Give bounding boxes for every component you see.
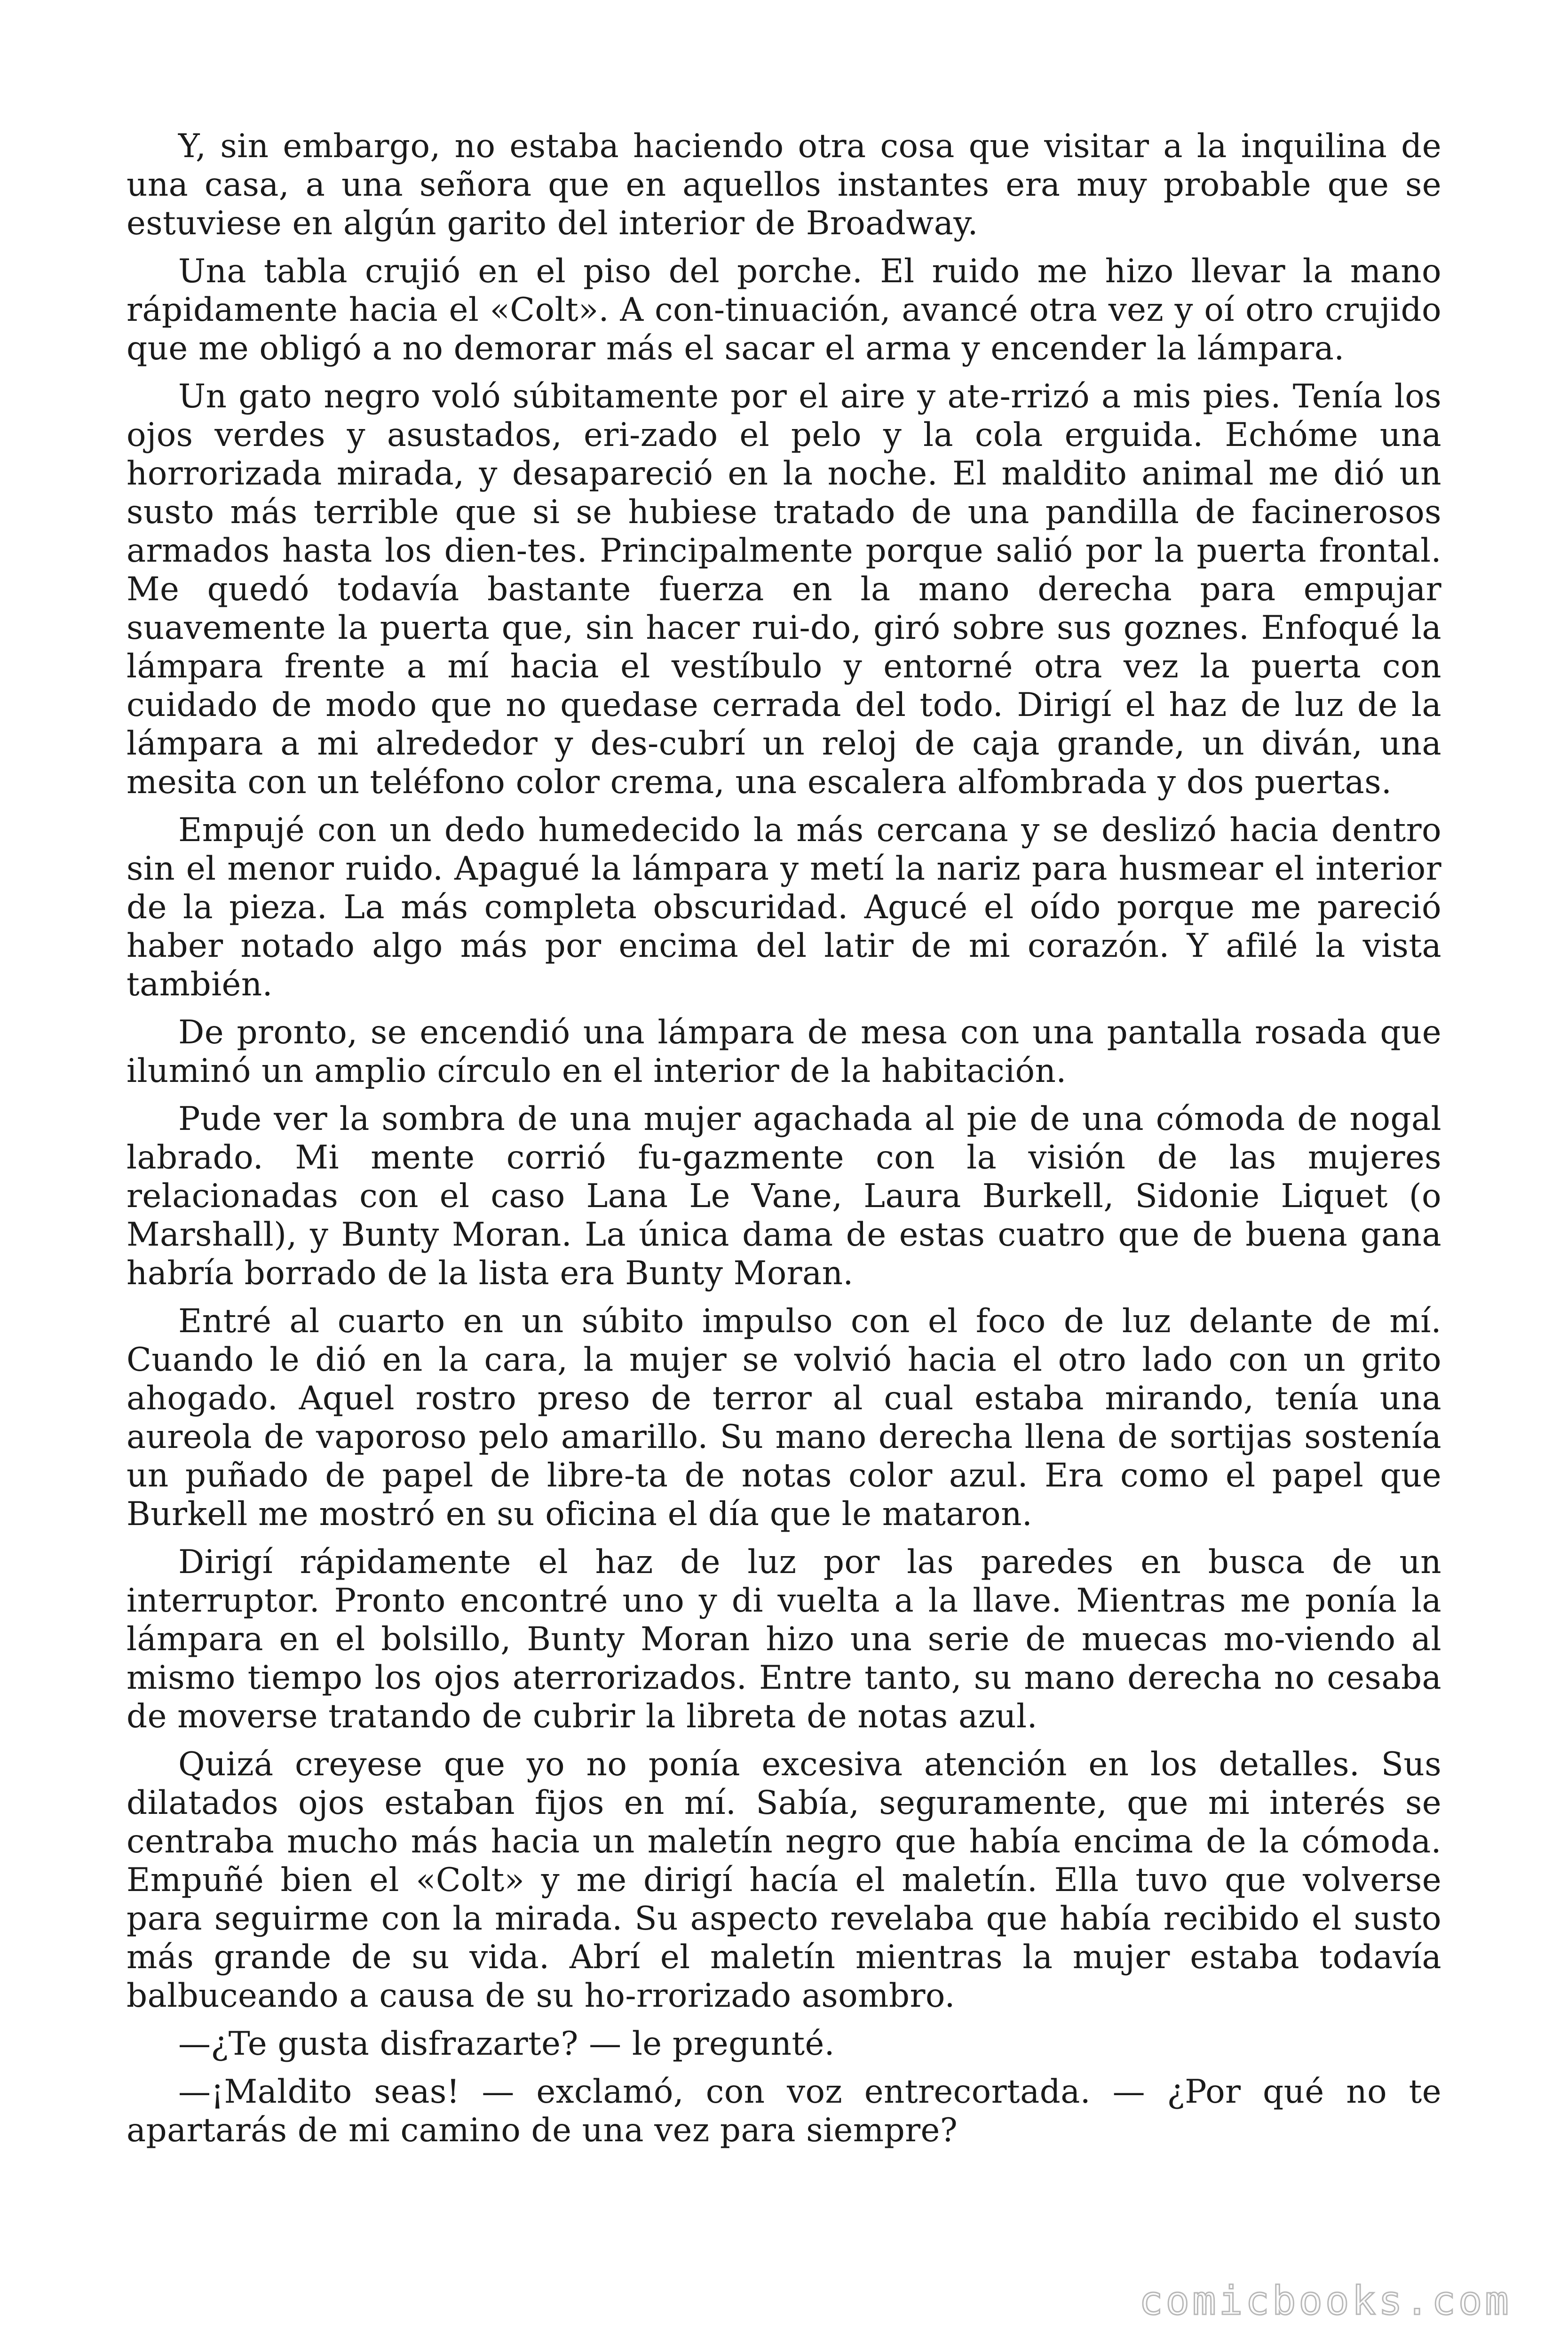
site-watermark: comicbooks.com: [1139, 2278, 1512, 2324]
paragraph: Empujé con un dedo humedecido la más cercana y se deslizó hacia dentro sin el menor ruido. Apagué la lámpara y metí la nariz para husmear el interior de la pieza. La más completa obscuridad. Agucé el oído porque me pareció haber notado algo más por encima del latir de mi corazón. Y afilé la vista también.: [127, 811, 1441, 1003]
paragraph: Una tabla crujió en el piso del porche. El ruido me hizo llevar la mano rápidamente hacia el «Colt». A con-tinuación, avancé otra vez y oí otro crujido que me obligó a no demorar más el sacar el arma y encender la lámpara.: [127, 253, 1441, 367]
paragraph: Y, sin embargo, no estaba haciendo otra cosa que visitar a la inquilina de una casa, a una señora que en aquellos instantes era muy probable que se estuviese en algún garito del interior de Broadway.: [127, 127, 1441, 242]
paragraph: Pude ver la sombra de una mujer agachada al pie de una cómoda de nogal labrado. Mi mente corrió fu-gazmente con la visión de las mujeres relacionadas con el caso Lana Le Vane, Laura Burkell, Sidonie Liquet (o Marshall), y Bunty Moran. La única dama de estas cuatro que de buena gana habría borrado de la lista era Bunty Moran.: [127, 1100, 1441, 1292]
dialogue-line: —¿Te gusta disfrazarte? — le pregunté.: [178, 2025, 835, 2063]
paragraph: Dirigí rápidamente el haz de luz por las paredes en busca de un interruptor. Pronto encontré uno y di vuelta a la llave. Mientras me ponía la lámpara en el bolsillo, Bunty Moran hizo una serie de muecas mo-viendo al mismo tiempo los ojos aterrorizados. Entre tanto, su mano derecha no cesaba de moverse tratando de cubrir la libreta de notas azul.: [127, 1543, 1441, 1735]
paragraph: Un gato negro voló súbitamente por el aire y ate-rrizó a mis pies. Tenía los ojos verdes y asustados, eri-zado el pelo y la cola erguida. Echóme una horrorizada mirada, y desapareció en la noche. El maldito animal me dió un susto más terrible que si se hubiese tratado de una pandilla de facinerosos armados hasta los dien-tes. Principalmente porque salió por la puerta frontal. Me quedó todavía bastante fuerza en la mano derecha para empujar suavemente la puerta que, sin hacer rui-do, giró sobre sus goznes. Enfoqué la lámpara frente a mí hacia el vestíbulo y entorné otra vez la puerta con cuidado de modo que no quedase cerrada del todo. Dirigí el haz de luz de la lámpara a mi alrededor y des-cubrí un reloj de caja grande, un diván, una mesita con un teléfono color crema, una escalera alfombrada y dos puertas.: [127, 378, 1441, 801]
book-page-text: [127, 127, 1441, 2159]
paragraph: Entré al cuarto en un súbito impulso con el foco de luz delante de mí. Cuando le dió en la cara, la mujer se volvió hacia el otro lado con un grito ahogado. Aquel rostro preso de terror al cual estaba mirando, tenía una aureola de vaporoso pelo amarillo. Su mano derecha llena de sortijas sostenía un puñado de papel de libre-ta de notas color azul. Era como el papel que Burkell me mostró en su oficina el día que le mataron.: [127, 1303, 1441, 1533]
paragraph: De pronto, se encendió una lámpara de mesa con una pantalla rosada que iluminó un amplio círculo en el interior de la habitación.: [127, 1014, 1441, 1090]
paragraph: Quizá creyese que yo no ponía excesiva atención en los detalles. Sus dilatados ojos estaban fijos en mí. Sabía, seguramente, que mi interés se centraba mucho más hacia un maletín negro que había encima de la cómoda. Empuñé bien el «Colt» y me dirigí hacía el maletín. Ella tuvo que volverse para seguirme con la mirada. Su aspecto revelaba que había recibido el susto más grande de su vida. Abrí el maletín mientras la mujer estaba todavía balbuceando a causa de su ho-rrorizado asombro.: [127, 1746, 1441, 2015]
dialogue-line: —¡Maldito seas! — exclamó, con voz entrecortada. — ¿Por qué no te apartarás de mi camino de una vez para siempre?: [127, 2073, 1441, 2149]
